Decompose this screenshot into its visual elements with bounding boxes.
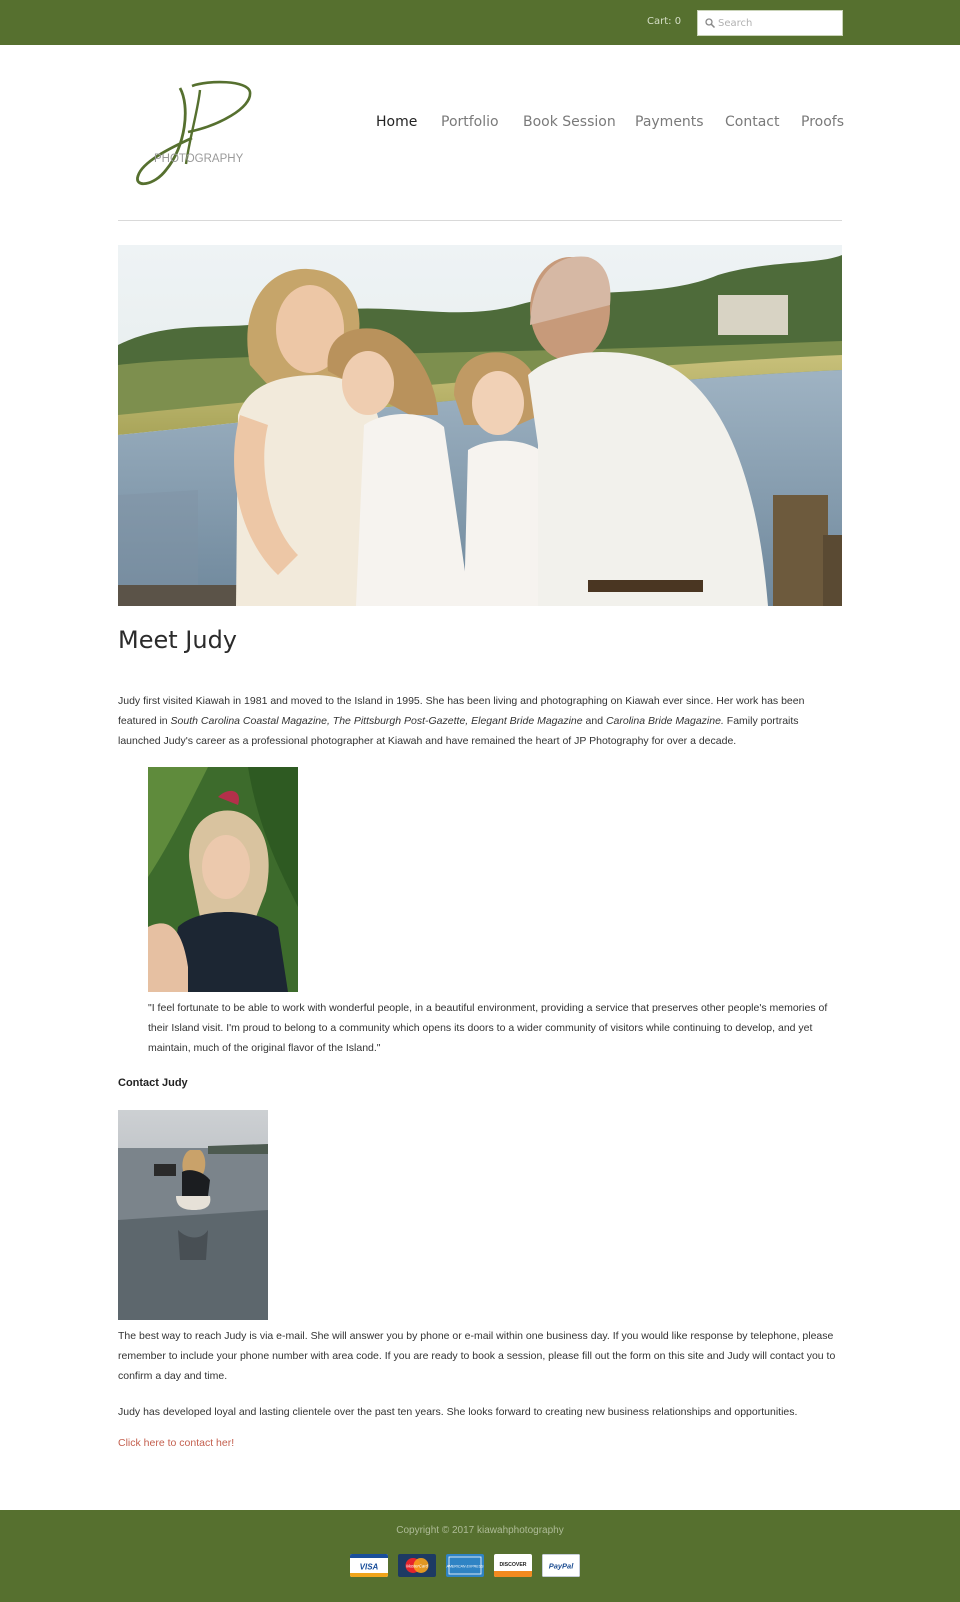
intro-magazines-1: South Carolina Coastal Magazine, The Pittsburgh Post-Gazette, Elegant Bride Magazine: [170, 715, 583, 727]
contact-paragraph: The best way to reach Judy is via e-mail. She will answer you by phone or e-mail within one business day. If you would like response by telephone, please remember to include your phone number with area code. If you are ready to book a session, please fill out the form on this site and Judy will contact you to confirm a day and time.: [118, 1330, 836, 1382]
discover-card-icon: [494, 1554, 532, 1577]
intro-paragraph: [118, 691, 838, 751]
copyright: Copyright © 2017 kiawahphotography: [396, 1525, 564, 1536]
nav-contact[interactable]: Contact: [725, 114, 780, 130]
nav-home[interactable]: Home: [376, 114, 418, 130]
clientele-paragraph: Judy has developed loyal and lasting clientele over the past ten years. She looks forward to creating new business relationships and opportunities.: [118, 1406, 798, 1418]
amex-label: AMERICAN EXPRESS: [446, 1564, 484, 1569]
visa-card-icon: [350, 1554, 388, 1577]
search-icon: [704, 17, 716, 29]
intro-magazines-2: Carolina Bride Magazine.: [605, 715, 724, 727]
cart-link[interactable]: Cart: 0: [647, 16, 682, 27]
nav-portfolio[interactable]: Portfolio: [441, 114, 499, 130]
judy-portrait-photo: [148, 767, 298, 992]
contact-heading: Contact Judy: [118, 1077, 188, 1089]
paypal-label: PayPal: [548, 1561, 574, 1571]
search-box[interactable]: [697, 10, 843, 36]
jp-photography-logo[interactable]: [130, 76, 270, 188]
intro-text-2: Family portraits launched Judy's career as a professional photographer at Kiawah and have remained the heart of JP Photography for over a decade.: [118, 715, 799, 747]
judy-beach-photo: [118, 1110, 268, 1320]
header-divider: [118, 220, 842, 221]
hero-family-photo: [118, 245, 842, 606]
amex-card-icon: [446, 1554, 484, 1577]
intro-text-and: and: [582, 715, 606, 727]
search-input[interactable]: [718, 11, 840, 35]
mastercard-label: MasterCard: [406, 1563, 428, 1569]
nav-book-session[interactable]: Book Session: [523, 114, 616, 130]
contact-her-link[interactable]: Click here to contact her!: [118, 1437, 235, 1449]
nav-proofs[interactable]: Proofs: [801, 114, 844, 130]
intro-text-1: Judy first visited Kiawah in 1981 and moved to the Island in 1995. She has been living and photographing on Kiawah ever since. Her work has been featured in: [118, 695, 805, 727]
paypal-card-icon: [542, 1554, 580, 1577]
page-title: Meet Judy: [118, 626, 238, 654]
discover-label: DISCOVER: [499, 1562, 527, 1568]
judy-quote: "I feel fortunate to be able to work with wonderful people, in a beautiful environment, providing a service that preserves other people's memories of their Island visit. I'm proud to belong to a community which opens its doors to a wider community of visitors while continuing to develop, and yet maintain, much of the original flavor of the Island.": [148, 1002, 828, 1054]
visa-label: VISA: [359, 1562, 379, 1572]
logo-text: PHOTOGRAPHY: [154, 153, 244, 165]
mastercard-icon: [398, 1554, 436, 1577]
nav-payments[interactable]: Payments: [635, 114, 704, 130]
